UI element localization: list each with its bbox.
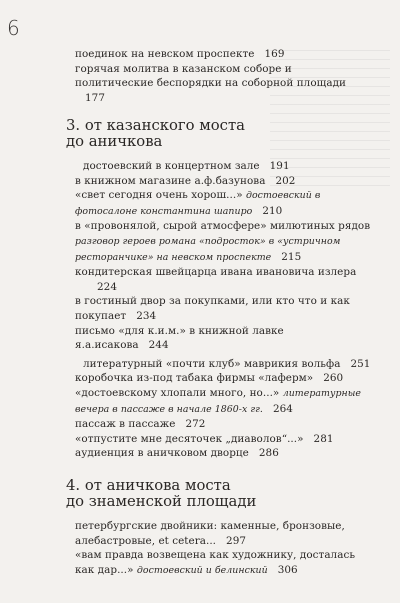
toc-entry-page: 272: [185, 418, 206, 431]
toc-entry-page: 264: [272, 402, 293, 415]
toc-entry-page: 281: [313, 432, 334, 445]
toc-entry-note: литературные вечера в пассаже в начале 1860-х гг.: [75, 387, 362, 415]
toc-entry-page: 286: [258, 447, 279, 460]
toc-entry-note: разговор героев романа «подросток» в «устричном ресторанчике» на невском проспекте: [75, 235, 341, 263]
section-title: [66, 118, 245, 150]
toc-entry-page: 202: [275, 174, 296, 187]
toc-entry-page: 260: [323, 372, 344, 385]
toc-entry-page: 244: [148, 339, 169, 352]
toc-entry: «свет сегодня очень хорош...» достоевский в фотосалоне константина шапиро 210: [75, 189, 321, 217]
section-title-line: 3. от казанского моста: [66, 117, 245, 134]
toc-entry: в гостиный двор за покупками, или кто что и как покупает 234: [75, 295, 350, 322]
toc-entry-page: 251: [350, 357, 371, 370]
section-title: [66, 478, 256, 510]
toc-entry-page: 306: [277, 563, 298, 576]
toc-entry: кондитерская швейцарца ивана ивановича излера224: [75, 266, 357, 293]
toc-entry-page: 234: [136, 309, 157, 322]
toc-block-section-3: [75, 159, 385, 461]
toc-entry-page: 215: [281, 250, 302, 263]
section-title-line: до знаменской площади: [66, 493, 257, 510]
toc-block-continued: [75, 47, 385, 105]
toc-entry: «достоевскому хлопали много, но...» литературные вечера в пассаже в начале 1860-х гг. 264: [75, 386, 362, 415]
toc-entry-page: 297: [226, 534, 247, 547]
toc-entry: «отпустите мне десяточек „диаволов“...» 281: [75, 432, 334, 445]
toc-entry: горячая молитва в казанском соборе и политические беспорядки на соборной площади177: [75, 62, 347, 104]
toc-entry: литературный «почти клуб» маврикия вольфа 251: [83, 357, 371, 370]
toc-entry-page: 224: [97, 280, 117, 293]
section-title-line: до аничкова: [66, 133, 163, 150]
toc-entry: достоевский в концертном зале 191: [83, 160, 290, 172]
toc-entry: аудиенция в аничковом дворце 286: [75, 447, 279, 460]
toc-entry-note: достоевский в фотосалоне константина шапиро: [75, 190, 321, 217]
toc-entry: «вам правда возвещена как художнику, досталась как дар...» достоевский и белинский 306: [75, 549, 356, 576]
toc-entry: письмо «для к.и.м.» в книжной лавке я.а.исакова 244: [75, 324, 284, 352]
toc-block-section-4: [75, 519, 385, 578]
toc-entry-page: 177: [85, 91, 105, 104]
toc-entry: петербургские двойники: каменные, бронзовые, алебастровые, et cetera... 297: [75, 520, 345, 547]
toc-entry: поединок на невском проспекте 169: [75, 48, 285, 60]
section-title-line: 4. от аничкова моста: [66, 477, 231, 494]
toc-entry: в книжном магазине а.ф.базунова 202: [75, 174, 296, 187]
toc-entry-page: 210: [262, 204, 283, 217]
toc-entry-page: 191: [269, 160, 290, 172]
toc-entry-note: достоевский и белинский: [136, 564, 268, 576]
page-number: 6: [7, 16, 20, 40]
toc-entry: в «провонялой, сырой атмосфере» милютиных рядов разговор героев романа «подросток» в «устричном ресторанчике» на невском проспекте 215: [75, 220, 371, 263]
toc-entry: коробочка из-под табака фирмы «лаферм» 260: [75, 372, 344, 385]
toc-entry: пассаж в пассаже 272: [75, 418, 206, 431]
toc-entry-page: 169: [264, 48, 285, 60]
